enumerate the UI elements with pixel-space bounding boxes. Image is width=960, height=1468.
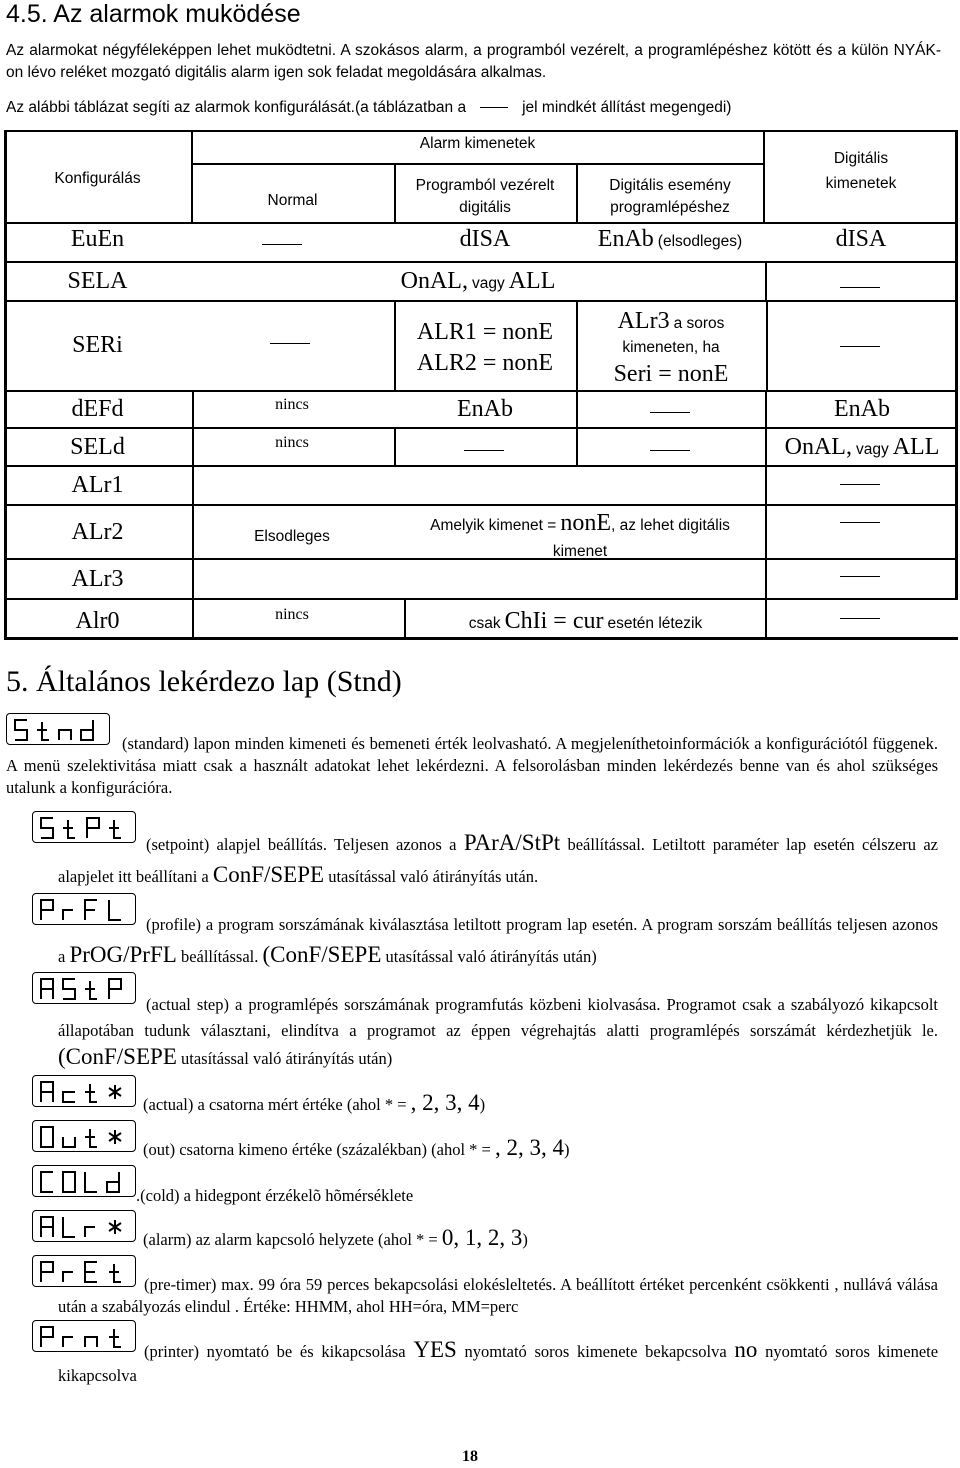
row-alr0-dig-dash bbox=[840, 618, 880, 619]
header-dig-esemeny-line2: programlépéshez bbox=[610, 199, 730, 216]
row-seld-label: SELd bbox=[70, 434, 125, 460]
row-seri-label: SERi bbox=[72, 332, 123, 358]
cold-description bbox=[136, 1184, 926, 1208]
prnt-text-1: (printer) nyomtató be és kikapcsolása bbox=[144, 1342, 406, 1361]
row-seld-dig-a: OnAL, bbox=[784, 434, 852, 460]
intro-note bbox=[6, 97, 941, 119]
row-alr0-label: Alr0 bbox=[75, 608, 120, 634]
dash-symbol bbox=[480, 107, 508, 108]
row-seld-normal: nincs bbox=[275, 434, 309, 451]
row-seri-prog-1: ALR1 = nonE bbox=[416, 319, 554, 345]
intro-paragraph bbox=[6, 40, 941, 84]
header-alarm-kimenetek: Alarm kimenetek bbox=[419, 135, 536, 152]
page-number: 18 bbox=[462, 1448, 478, 1465]
row-seri-esem-note: a soros bbox=[673, 315, 725, 332]
header-programbol-line2: digitális bbox=[459, 199, 511, 216]
alr-code-1: 0, 1, 2, 3 bbox=[441, 1225, 523, 1250]
header-konfiguralas: Konfigurálás bbox=[54, 170, 141, 187]
row-sela-dig-dash bbox=[840, 287, 880, 288]
act-description bbox=[143, 1090, 933, 1118]
row-euen-normal-dash bbox=[262, 244, 302, 245]
row-alr0-mid bbox=[406, 608, 765, 635]
row-alr1-label: ALr1 bbox=[71, 472, 124, 498]
section-title: 4.5. Az alarmok muködése bbox=[6, 0, 301, 28]
alarm-config-table bbox=[4, 130, 958, 640]
row-alr2-mid-a: Amelyik kimenet = bbox=[430, 517, 557, 534]
section5-title: 5. Általános lekérdezo lap (Stnd) bbox=[6, 665, 402, 698]
row-sela-mid-note: vagy bbox=[471, 275, 505, 292]
header-programbol-line1: Programból vezérelt bbox=[415, 177, 555, 194]
header-normal: Normal bbox=[267, 192, 318, 209]
stnd-description bbox=[6, 733, 938, 799]
astp-code-1: (ConF/SEPE bbox=[58, 1044, 177, 1069]
cold-text-1: .(cold) a hidegpont érzékelõ hõmérséklete bbox=[136, 1186, 414, 1205]
row-alr0-mid-code: ChIi = cur bbox=[504, 608, 604, 634]
prfl-code-2: (ConF/SEPE bbox=[262, 942, 382, 967]
pret-text-1: (pre-timer) max. 99 óra 59 perces bekapcsolási elokésleltetés. A beállított értéket percenként csökkenti , nullává válása után a szabályozás elindul . Értéke: HHMM, ahol HH=óra, MM=perc bbox=[58, 1275, 938, 1316]
row-alr2-mid bbox=[394, 510, 766, 565]
row-sela-mid-b: ALL bbox=[508, 268, 556, 294]
stpt-code-1: PArA/StPt bbox=[463, 830, 561, 855]
row-euen-label: EuEn bbox=[70, 226, 125, 252]
stpt-description bbox=[58, 828, 938, 892]
astp-description bbox=[58, 992, 938, 1072]
pret-description bbox=[58, 1274, 938, 1318]
intro-text-2b: jel mindkét állítást megengedi) bbox=[522, 99, 732, 116]
row-seri-prog-2: ALR2 = nonE bbox=[416, 350, 554, 376]
row-alr3-label: ALr3 bbox=[71, 566, 124, 592]
row-alr2-label: ALr2 bbox=[71, 519, 124, 545]
row-seld-dig bbox=[766, 434, 958, 461]
row-alr2-mid-b: , az lehet digitális bbox=[610, 517, 730, 534]
row-euen-dig: dISA bbox=[835, 226, 887, 252]
out-description bbox=[143, 1135, 933, 1163]
lcd-cold bbox=[32, 1165, 136, 1197]
out-code-1: , 2, 3, 4 bbox=[494, 1135, 564, 1160]
intro-text-2a: Az alábbi táblázat segíti az alarmok konfigurálását.(a táblázatban a bbox=[6, 99, 467, 116]
stpt-code-2: ConF/SEPE bbox=[212, 862, 325, 887]
astp-text-2: utasítással való átirányítás után) bbox=[181, 1049, 393, 1068]
row-defd-label: dEFd bbox=[71, 396, 124, 422]
row-seld-dig-note: vagy bbox=[855, 441, 889, 458]
stnd-text: (standard) lapon minden kimeneti és bemeneti érték leolvasható. A megjeleníthetoinformációk a konfigurációtól függenek. A menü szelektivitása miatt csak a használt adatokat lehet lekérdezni. A felsorolásban minden lekérdezés benne van és ahol szükséges utalunk a konfigurációra. bbox=[6, 734, 938, 797]
prnt-code-1: YES bbox=[413, 1337, 457, 1362]
lcd-alr-glyphs bbox=[39, 1214, 131, 1240]
lcd-act bbox=[32, 1075, 136, 1107]
row-alr0-normal: nincs bbox=[275, 606, 309, 623]
row-seri-dig-dash bbox=[840, 346, 880, 347]
out-text-2: ) bbox=[563, 1140, 570, 1159]
lcd-cold-glyphs bbox=[39, 1169, 131, 1195]
row-defd-normal: nincs bbox=[275, 396, 309, 413]
prfl-text-2: beállítással. bbox=[180, 947, 259, 966]
row-euen-esem bbox=[576, 226, 764, 253]
stpt-text-1: (setpoint) alapjel beállítás. Teljesen azonos a bbox=[146, 835, 457, 854]
row-seri-esem-3: Seri = nonE bbox=[613, 361, 729, 387]
row-alr1-dig-dash bbox=[840, 484, 880, 485]
row-sela-label: SELA bbox=[67, 268, 128, 294]
row-seld-prog-dash bbox=[464, 450, 504, 451]
prnt-text-2: nyomtató soros kimenete bekapcsolva bbox=[464, 1342, 727, 1361]
prfl-text-1: (profile) a program sorszámának kiválasztása letiltott program lap esetén. A program sorszám beállítás teljesen azonos a bbox=[58, 915, 938, 966]
row-seld-dig-b: ALL bbox=[892, 434, 940, 460]
row-alr3-dig-dash bbox=[840, 576, 880, 577]
act-text-2: ) bbox=[479, 1095, 486, 1114]
row-seld-esem-dash bbox=[650, 450, 690, 451]
row-euen-prog: dISA bbox=[459, 226, 511, 252]
header-dig-kim-line1: Digitális bbox=[833, 150, 889, 167]
alr-description bbox=[143, 1225, 933, 1253]
out-text-1: (out) csatorna kimeno értéke (százalékban) (ahol * = bbox=[143, 1140, 491, 1159]
row-sela-mid bbox=[191, 268, 765, 295]
astp-text-1: (actual step) a programlépés sorszámának programfutás közbeni kiolvasása. Programot csak a szabályozó kikapcsolt állapotában tudunk választani, elindítva a programot az éppen végrehajtás alatti programlépés sorszámát kérdezhetjük le. bbox=[58, 995, 938, 1040]
intro-text-1: Az alarmokat négyféleképpen lehet muködtetni. A szokásos alarm, a programból vezérelt, a programlépéshez kötött és a külön NYÁK-on lévo reléket mozgató digitális alarm igen sok feladat megoldására alkalmas. bbox=[6, 42, 941, 81]
act-text-1: (actual) a csatorna mért értéke (ahol * = bbox=[143, 1095, 407, 1114]
row-euen-esem-note: (elsodleges) bbox=[657, 233, 743, 250]
row-defd-prog: EnAb bbox=[457, 396, 513, 422]
row-sela-mid-a: OnAL, bbox=[400, 268, 468, 294]
stpt-text-3: utasítással való átirányítás után. bbox=[328, 867, 539, 886]
row-seri-esem bbox=[576, 308, 766, 389]
alr-text-1: (alarm) az alarm kapcsoló helyzete (ahol * = bbox=[143, 1230, 438, 1249]
row-alr2-mid-code: nonE bbox=[560, 510, 611, 536]
row-defd-esem-dash bbox=[650, 412, 690, 413]
prfl-code-1: PrOG/PrFL bbox=[69, 942, 177, 967]
row-seri-esem-1: ALr3 bbox=[617, 308, 670, 334]
row-alr2-mid-c: kimenet bbox=[552, 543, 608, 560]
row-seri-prog bbox=[394, 317, 576, 379]
lcd-act-glyphs bbox=[39, 1079, 131, 1105]
alr-text-2: ) bbox=[522, 1230, 528, 1249]
prfl-text-3: utasítással való átirányítás után) bbox=[385, 947, 597, 966]
prfl-description bbox=[58, 910, 938, 972]
stpt-text-2: beállítással. Letiltott paraméter lap esetén célszeru az alapjelet itt beállítani a bbox=[58, 835, 939, 886]
lcd-out-glyphs bbox=[39, 1124, 131, 1150]
row-alr0-mid-a: csak bbox=[468, 615, 501, 632]
prnt-code-2: no bbox=[734, 1337, 758, 1362]
row-alr2-normal: Elsodleges bbox=[254, 528, 330, 545]
prnt-description bbox=[58, 1338, 938, 1388]
act-code-1: , 2, 3, 4 bbox=[410, 1090, 480, 1115]
row-seri-esem-2: kimeneten, ha bbox=[622, 339, 720, 356]
row-defd-dig: EnAb bbox=[834, 396, 890, 422]
lcd-out bbox=[32, 1120, 136, 1152]
row-seri-normal-dash bbox=[270, 343, 310, 344]
header-dig-kimenetek bbox=[764, 146, 958, 196]
lcd-alr bbox=[32, 1210, 136, 1242]
prnt-text-3: nyomtató soros kimenete kikapcsolva bbox=[58, 1342, 939, 1385]
row-alr2-dig-dash bbox=[840, 522, 880, 523]
header-programbol bbox=[394, 175, 576, 219]
row-alr0-mid-b: esetén létezik bbox=[607, 615, 703, 632]
header-dig-esemeny-line1: Digitális esemény bbox=[609, 177, 731, 194]
header-dig-kim-line2: kimenetek bbox=[825, 175, 897, 192]
header-dig-esemeny bbox=[576, 175, 764, 219]
row-euen-esem-value: EnAb bbox=[597, 226, 654, 252]
